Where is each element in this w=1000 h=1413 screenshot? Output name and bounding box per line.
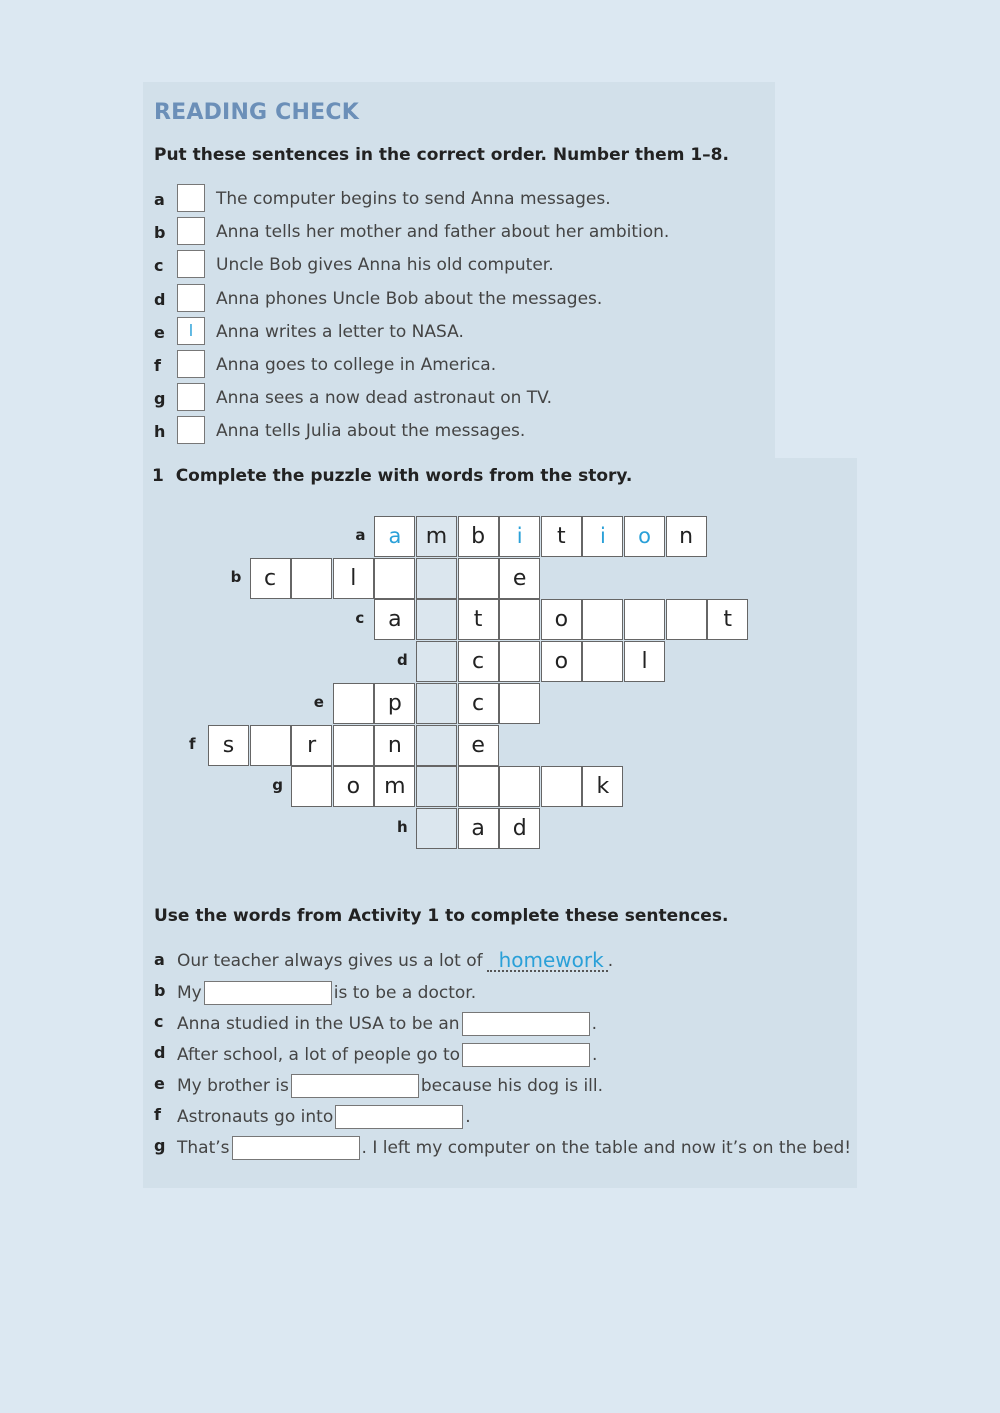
crossword-cell[interactable] [416, 725, 457, 766]
sentence-end: . [607, 951, 614, 971]
crossword-cell[interactable] [374, 558, 415, 599]
crossword-cell[interactable]: o [624, 516, 665, 557]
item-letter: e [154, 322, 165, 342]
crossword-cell[interactable] [333, 683, 374, 724]
crossword-cell[interactable]: e [458, 725, 499, 766]
crossword-cell[interactable]: i [582, 516, 623, 557]
crossword-cell[interactable] [416, 683, 457, 724]
item-letter: d [154, 289, 166, 309]
clue-letter: g [272, 776, 283, 795]
item-sentence: Uncle Bob gives Anna his old computer. [216, 255, 554, 276]
crossword-cell[interactable] [458, 766, 499, 807]
item-letter: g [154, 389, 166, 409]
order-number-box[interactable] [177, 184, 205, 212]
sentence-start: Our teacher always gives us a lot of [177, 951, 483, 971]
sentence-end: because his dog is ill. [420, 1076, 604, 1096]
sentence-end: . [465, 1107, 471, 1127]
crossword-cell[interactable]: t [707, 599, 748, 640]
crossword-cell[interactable]: r [291, 725, 332, 766]
crossword-cell[interactable]: p [374, 683, 415, 724]
crossword-cell[interactable] [582, 599, 623, 640]
crossword-cell[interactable]: s [208, 725, 249, 766]
item-letter: a [154, 190, 165, 209]
crossword-cell[interactable] [416, 641, 457, 682]
crossword-cell[interactable]: n [666, 516, 707, 557]
order-number-box[interactable] [177, 416, 205, 444]
crossword-cell[interactable] [499, 641, 540, 682]
crossword-cell[interactable] [582, 641, 623, 682]
answer-blank[interactable] [462, 1043, 590, 1067]
item-sentence: Anna phones Uncle Bob about the messages. [216, 288, 603, 309]
item-letter: g [154, 1136, 166, 1155]
item-sentence: Anna writes a letter to NASA. [216, 321, 464, 342]
clue-letter: h [397, 817, 408, 836]
filled-answer[interactable]: homework [487, 950, 608, 972]
item-letter: e [154, 1074, 165, 1093]
crossword-cell[interactable] [499, 766, 540, 807]
crossword-cell[interactable]: c [250, 558, 291, 599]
crossword-cell[interactable]: a [374, 516, 415, 557]
item-letter: d [154, 1043, 166, 1062]
answer-blank[interactable] [335, 1105, 463, 1129]
crossword-cell[interactable]: i [499, 516, 540, 557]
answer-blank[interactable] [462, 1012, 590, 1036]
item-sentence: The computer begins to send Anna messages. [216, 189, 611, 209]
crossword-cell[interactable]: o [541, 599, 582, 640]
sentence-end: . I left my computer on the table and now it’s on the bed! [361, 1138, 852, 1158]
answer-blank[interactable] [204, 981, 332, 1005]
item-letter: f [154, 356, 161, 375]
crossword-cell[interactable] [541, 766, 582, 807]
sentence-start: After school, a lot of people go to [177, 1045, 461, 1065]
crossword-cell[interactable]: o [541, 641, 582, 682]
item-letter: h [154, 422, 166, 442]
crossword-cell[interactable] [666, 599, 707, 640]
crossword-cell[interactable] [499, 683, 540, 724]
crossword-cell[interactable]: b [458, 516, 499, 557]
crossword-cell[interactable] [416, 766, 457, 807]
clue-letter: a [355, 526, 366, 544]
answer-blank[interactable] [291, 1074, 419, 1098]
item-letter: c [154, 256, 164, 276]
crossword-cell[interactable]: n [374, 725, 415, 766]
item-letter: b [154, 981, 166, 1000]
order-number-box[interactable] [177, 284, 205, 312]
item-sentence: Anna goes to college in America. [216, 355, 497, 375]
item-sentence: Anna tells Julia about the messages. [216, 421, 526, 442]
crossword-cell[interactable]: t [458, 599, 499, 640]
puzzle-number: 1 [152, 466, 164, 486]
sentence-start: My brother is [177, 1076, 289, 1096]
item-letter: b [154, 223, 166, 243]
clue-letter: e [313, 692, 324, 711]
crossword-cell[interactable]: e [499, 558, 540, 599]
order-number-box[interactable] [177, 250, 205, 278]
order-number-box[interactable] [177, 217, 205, 245]
crossword-cell[interactable] [416, 558, 457, 599]
sentence-start: Astronauts go into [177, 1107, 334, 1127]
sentence-end: . [592, 1045, 598, 1065]
reading-check-instruction: Put these sentences in the correct order. Number them 1–8. [154, 145, 729, 165]
crossword-cell[interactable] [624, 599, 665, 640]
crossword-cell[interactable]: m [416, 516, 457, 557]
sentence-end: . [591, 1014, 597, 1034]
sentence-end: is to be a doctor. [333, 983, 477, 1003]
puzzle-instruction-text: Complete the puzzle with words from the story. [175, 466, 633, 486]
order-number-box[interactable] [177, 350, 205, 378]
answer-blank[interactable] [232, 1136, 360, 1160]
crossword-cell[interactable]: a [374, 599, 415, 640]
crossword-cell[interactable]: d [499, 808, 540, 849]
clue-letter: c [355, 609, 365, 628]
item-sentence: Anna tells her mother and father about her ambition. [216, 222, 670, 243]
crossword-cell[interactable]: t [541, 516, 582, 557]
sentence-start: Anna studied in the USA to be an [177, 1014, 460, 1034]
puzzle-instruction [152, 466, 632, 486]
crossword-cell[interactable]: c [458, 683, 499, 724]
clue-letter: b [230, 567, 242, 586]
crossword-cell[interactable]: l [333, 558, 374, 599]
item-letter: f [154, 1105, 161, 1124]
crossword-cell[interactable]: a [458, 808, 499, 849]
crossword-cell[interactable] [499, 599, 540, 640]
item-sentence: Anna sees a now dead astronaut on TV. [216, 388, 552, 409]
order-number-box[interactable]: l [177, 317, 205, 345]
item-letter: c [154, 1012, 164, 1031]
crossword-cell[interactable] [250, 725, 291, 766]
crossword-cell[interactable] [333, 725, 374, 766]
crossword-cell[interactable] [416, 599, 457, 640]
crossword-cell[interactable]: m [374, 766, 415, 807]
crossword-cell[interactable] [458, 558, 499, 599]
reading-check-title: READING CHECK [154, 100, 359, 125]
item-letter: a [154, 950, 165, 969]
crossword-cell[interactable]: l [624, 641, 665, 682]
crossword-cell[interactable] [291, 558, 332, 599]
order-number-box[interactable] [177, 383, 205, 411]
crossword-cell[interactable]: k [582, 766, 623, 807]
sentence-start: That’s [177, 1138, 230, 1158]
sentences-instruction: Use the words from Activity 1 to complete these sentences. [154, 906, 729, 926]
crossword-cell[interactable] [416, 808, 457, 849]
crossword-cell[interactable] [291, 766, 332, 807]
clue-letter: f [189, 734, 196, 753]
sentence-start: My [177, 983, 202, 1003]
crossword-cell[interactable]: o [333, 766, 374, 807]
clue-letter: d [397, 651, 408, 670]
crossword-cell[interactable]: c [458, 641, 499, 682]
